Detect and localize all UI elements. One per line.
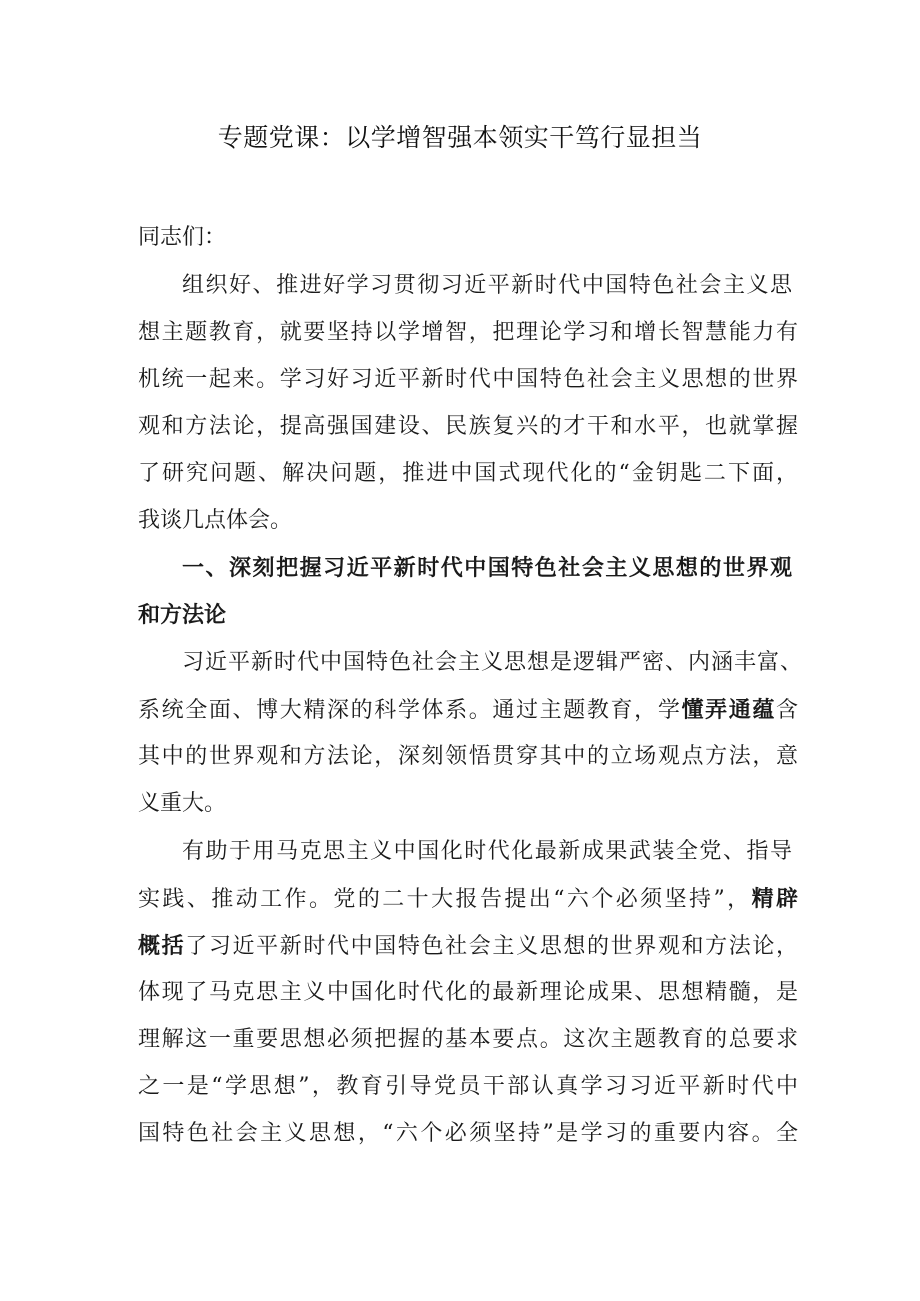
intro-line: 观和方法论，提高强国建设、民族复兴的才干和水平，也就掌握 [138, 414, 798, 439]
salutation: 同志们： [138, 225, 227, 250]
intro-line: 了研究问题、解决问题，推进中国式现代化的“金钥匙二下面， [138, 461, 798, 486]
paragraph-line: 系统全面、博大精深的科学体系。通过主题教育，学懂弄通蕴含 [138, 697, 798, 723]
paragraph-line: 实践、推动工作。党的二十大报告提出“六个必须坚持”，精辟 [138, 886, 798, 912]
section-heading: 一、深刻把握习近平新时代中国特色社会主义思想的世界观 [182, 556, 792, 581]
paragraph-line: 其中的世界观和方法论，深刻领悟贯穿其中的立场观点方法，意 [138, 744, 798, 769]
paragraph-line: 理解这一重要思想必须把握的基本要点。这次主题教育的总要求 [138, 1027, 798, 1052]
paragraph-line: 习近平新时代中国特色社会主义思想是逻辑严密、内涵丰富、 [182, 650, 802, 675]
intro-line: 想主题教育，就要坚持以学增智，把理论学习和增长智慧能力有 [138, 320, 798, 345]
paragraph-line: 国特色社会主义思想，“六个必须坚持”是学习的重要内容。全 [138, 1121, 798, 1146]
paragraph-line: 之一是“学思想”，教育引导党员干部认真学习习近平新时代中 [138, 1074, 798, 1099]
paragraph-line: 有助于用马克思主义中国化时代化最新成果武装全党、指导 [182, 839, 792, 864]
paragraph-line: 体现了马克思主义中国化时代化的最新理论成果、思想精髓，是 [138, 980, 798, 1005]
paragraph-line: 概括了习近平新时代中国特色社会主义思想的世界观和方法论， [138, 933, 798, 959]
intro-line: 我谈几点体会。 [138, 508, 293, 533]
paragraph-line: 义重大。 [138, 791, 227, 816]
document-title: 专题党课：以学增智强本领实干笃行显担当 [217, 123, 703, 152]
intro-line: 机统一起来。学习好习近平新时代中国特色社会主义思想的世界 [138, 367, 798, 392]
intro-line: 组织好、推进好学习贯彻习近平新时代中国特色社会主义思 [182, 273, 792, 298]
section-heading: 和方法论 [138, 603, 227, 628]
